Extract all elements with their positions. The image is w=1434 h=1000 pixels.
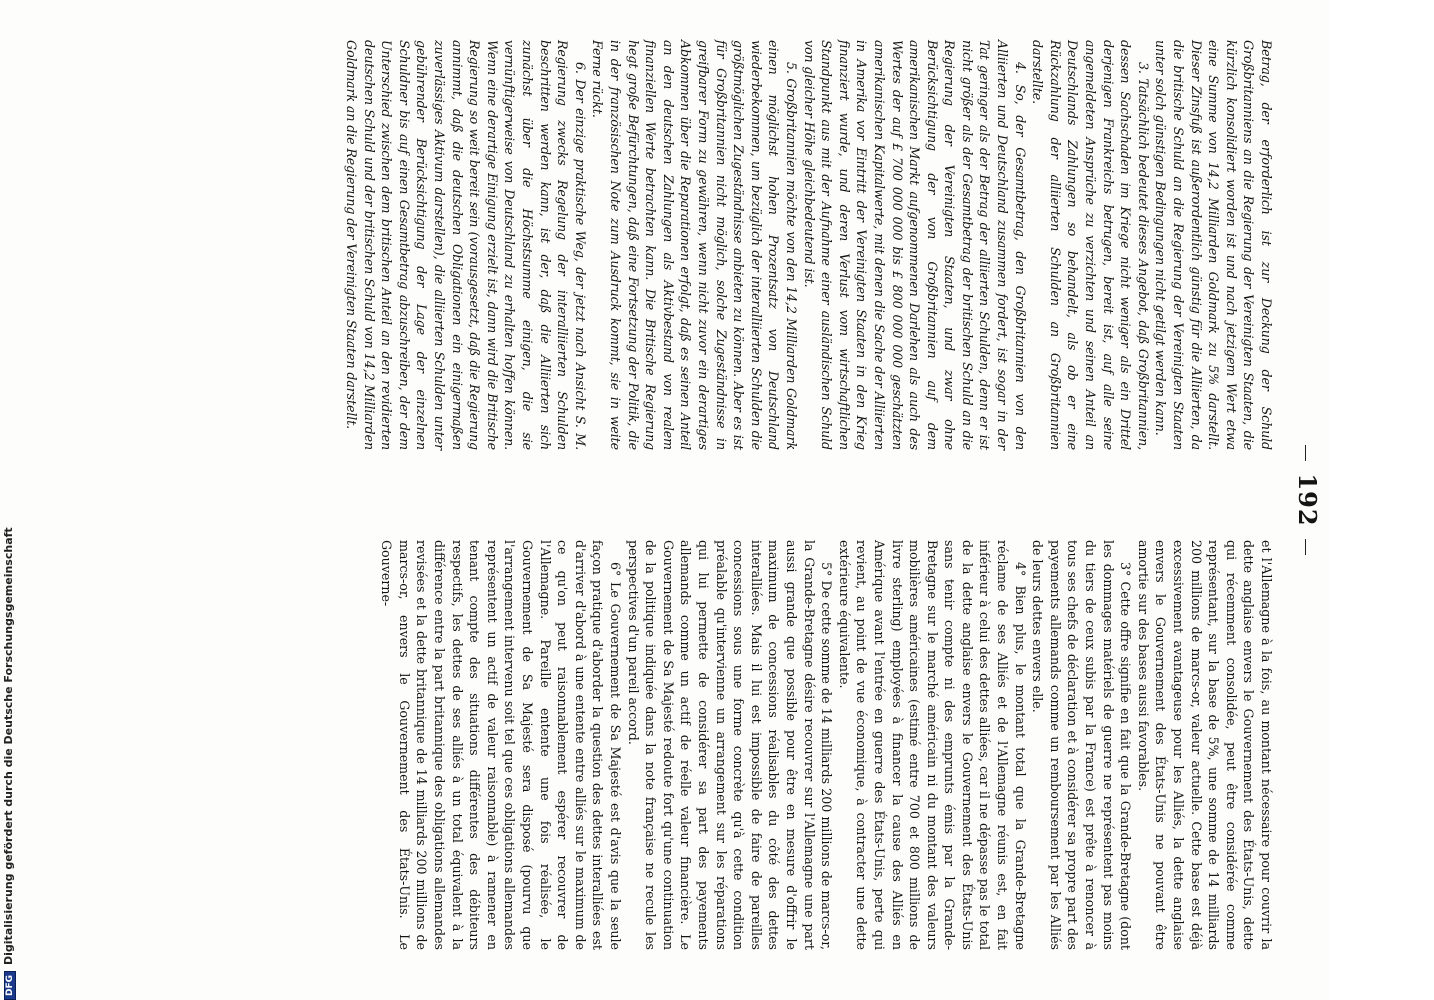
german-paragraph-4: 4. So, der Gesamtbetrag, den Großbritannien von den Alliierten und Deutschland zusammen fordert, ist sogar in der Tat geringer als der Betrag der alliierten Schulden, denn er ist nicht größer als der Gesamtbetrag der britischen Schuld an die Regierung der Vereinigten Staaten, und zwar ohne Berücksichtigung der von Großbritannien auf dem amerikanischen Markt aufgenommenen Darlehen als auch des Wertes der auf £ 700 000 000 bis £ 800 000 000 geschätzten amerikanischen Kapitalwerte, mit denen die Sache der Alliierten in Amerika vor Eintritt der Vereinigten Staaten in den Krieg finanziert wurde, und deren Verlust vom wirtschaftlichen Standpunkt aus mit der Aufnahme einer ausländischen Schuld von gleicher Höhe gleichbedeutend ist. xyxy=(801,40,1028,450)
page-number: 192 xyxy=(1293,0,1322,1000)
french-paragraph-3: 3° Cette offre signifie en fait que la Grande-Bretagne (dont les dommages matériels de guerre ne représentent pas moins du tiers de ceux subis par la France) est prête à renoncer à tous ses chefs de déclaration et à considérer sa propre part des payements allemands comme un remboursement par les Alliés de leurs dettes envers elle. xyxy=(1030,540,1134,950)
german-paragraph-3: 3. Tatsächlich bedeutet dieses Angebot, daß Großbritannien, dessen Sachschaden im Kriege nicht weniger als ein Drittel derjenigen Frankreichs betrugen, bereit ist, auf alle seine angemeldeten Ansprüche zu verzichten und seinen Anteil an Deutschlands Zahlungen so behandelt, als ob er eine Rückzahlung der alliierten Schulden an Großbritannien darstellte. xyxy=(1030,40,1151,450)
french-paragraph-5: 5° De cette somme de 14 milliards 200 millions de marcs-or, la Grande-Bretagne désire recouvrer sur l'Allemagne une part aussi grande que possible pour être en mesure d'offrir le maximum de concessions réalisables du côté des dettes interalliées. Mais il lui est impossible de faire de pareilles concessions sous une forme concrète qu'à cette condition préalable qu'intervienne un arrangement sur les réparations qui lui permette de considérer sa part des payements allemands comme un actif de réelle valeur financière. Le Gouvernement de Sa Majesté redoute fort qu'une continuation de la politique indiquée dans la note française ne recule les perspectives d'un pareil accord. xyxy=(625,540,835,950)
french-paragraph-1: et l'Allemagne à la fois, au montant nécessaire pour couvrir la dette anglaise envers le Gouvernement des États-Unis, dette qui récemment consolidée, peut être considérée comme représentant, sur la base de 5%, une somme de 14 milliards 200 millions de marcs-or, valeur actuelle. Cette base est déjà excessivement avantageuse pour les Alliés, la dette anglaise envers le Gouvernement des États-Unis ne pouvant être amortie sur des bases aussi favorables. xyxy=(1135,540,1274,950)
german-paragraph-1: Betrag, der erforderlich ist zur Deckung der Schuld Großbritanniens an die Regierung der Vereinigten Staaten, die kürzlich konsolidiert worden ist und nach jetzigem Wert etwa eine Summe von 14,2 Milliarden Goldmark zu 5% darstellt. Dieser Zinsfuß ist außerordentlich günstig für die Alliierten, da die britische Schuld an die Regierung der Vereinigten Staaten unter solch günstigen Bedingungen nicht getilgt werden kann. xyxy=(1153,40,1274,450)
french-paragraph-6: 6° Le Gouvernement de Sa Majesté est d'avis que la seule façon pratique d'aborder la question des dettes interalliées est d'arriver d'abord à une entente entre alliés sur le maximum de ce qu'on peut raisonnablement espérer recouvrer de l'Allemagne. Pareille entente une fois réalisée, le Gouvernement de Sa Majesté sera disposé (pourvu que l'arrangement intervenu soit tel que ces obligations allemandes représentent un actif de valeur raisonnable) à ramener en tenant compte des situations différentes des débiteurs respectifs, les dettes de ses alliés à un total équivalent à la différence entre la part britannique des obligations allemandes revisées et la dette britannique de 14 milliards 200 millions de marcs-or, envers le Gouvernement des États-Unis. Le Gouverne- xyxy=(379,540,624,950)
footer-text: Digitalisierung gefördert durch die Deutsche Forschungsgemeinschaft xyxy=(2,527,15,965)
german-paragraph-5: 5. Großbritannien möchte von den 14,2 Milliarden Goldmark einen möglichst hohen Prozentsatz von Deutschland wiederbekommen, um bezüglich der interalliierten Schulden die größtmöglichen Zugeständnisse anbieten zu können. Aber es ist für Großbritannien nicht möglich, solche Zugeständnisse in greifbarer Form zu gewähren, wenn nicht zuvor ein derartiges Abkommen über die Reparationen erfolgt, daß es seinen Anteil an den deutschen Zahlungen als Aktivbestand von realem finanziellen Werte betrachten kann. Die Britische Regierung hegt große Befürchtungen, daß eine Fortsetzung der Politik, die in der französischen Note zum Ausdruck kommt, sie in weite Ferne rückt. xyxy=(590,40,799,450)
digitization-footer xyxy=(0,0,20,1000)
dfg-logo: DFG xyxy=(4,971,16,1000)
french-column xyxy=(378,540,1275,950)
french-paragraph-4: 4° Bien plus, le montant total que la Grande-Bretagne réclame de ses Alliés et de l'Allemagne réunis est, en fait inférieur à celui des dettes alliées, car il ne dépasse pas le total de la dette anglaise envers le Gouvernement des États-Unis sans tenir compte ni des emprunts émis par la Grande-Bretagne sur le marché américain ni du montant des valeurs mobilières américaines (estimé entre 700 et 800 millions de livre sterling) employées à financer la cause des Alliés en Amérique avant l'entrée en guerre des États-Unis, perte qui revient, au point de vue économique, à contracter une dette extérieure équivalente. xyxy=(836,540,1028,950)
german-paragraph-6: 6. Der einzige praktische Weg, der jetzt nach Ansicht S. M. Regierung zwecks Regelung der interalliierten Schulden beschritten werden kann, ist der, daß die Alliierten sich zunächst über die Höchstsumme einigen, die sie vernünftigerweise von Deutschland zu erhalten hoffen können. Wenn eine derartige Einigung erzielt ist, dann wird die Britische Regierung so weit bereit sein (vorausgesetzt, daß die Regierung annimmt, daß die deutschen Obligationen ein einigermaßen zuverlässiges Aktivum darstellen), die alliierten Schulden unter gebührender Berücksichtigung der Lage der einzelnen Schuldner bis auf einen Gesamtbetrag abzuschreiben, der dem Unterschied zwischen dem britischen Anteil an den revidierten deutschen Schuld und der britischen Schuld von 14,2 Milliarden Goldmark an die Regierung der Vereinigten Staaten darstellt. xyxy=(344,40,588,450)
german-column xyxy=(343,40,1275,450)
